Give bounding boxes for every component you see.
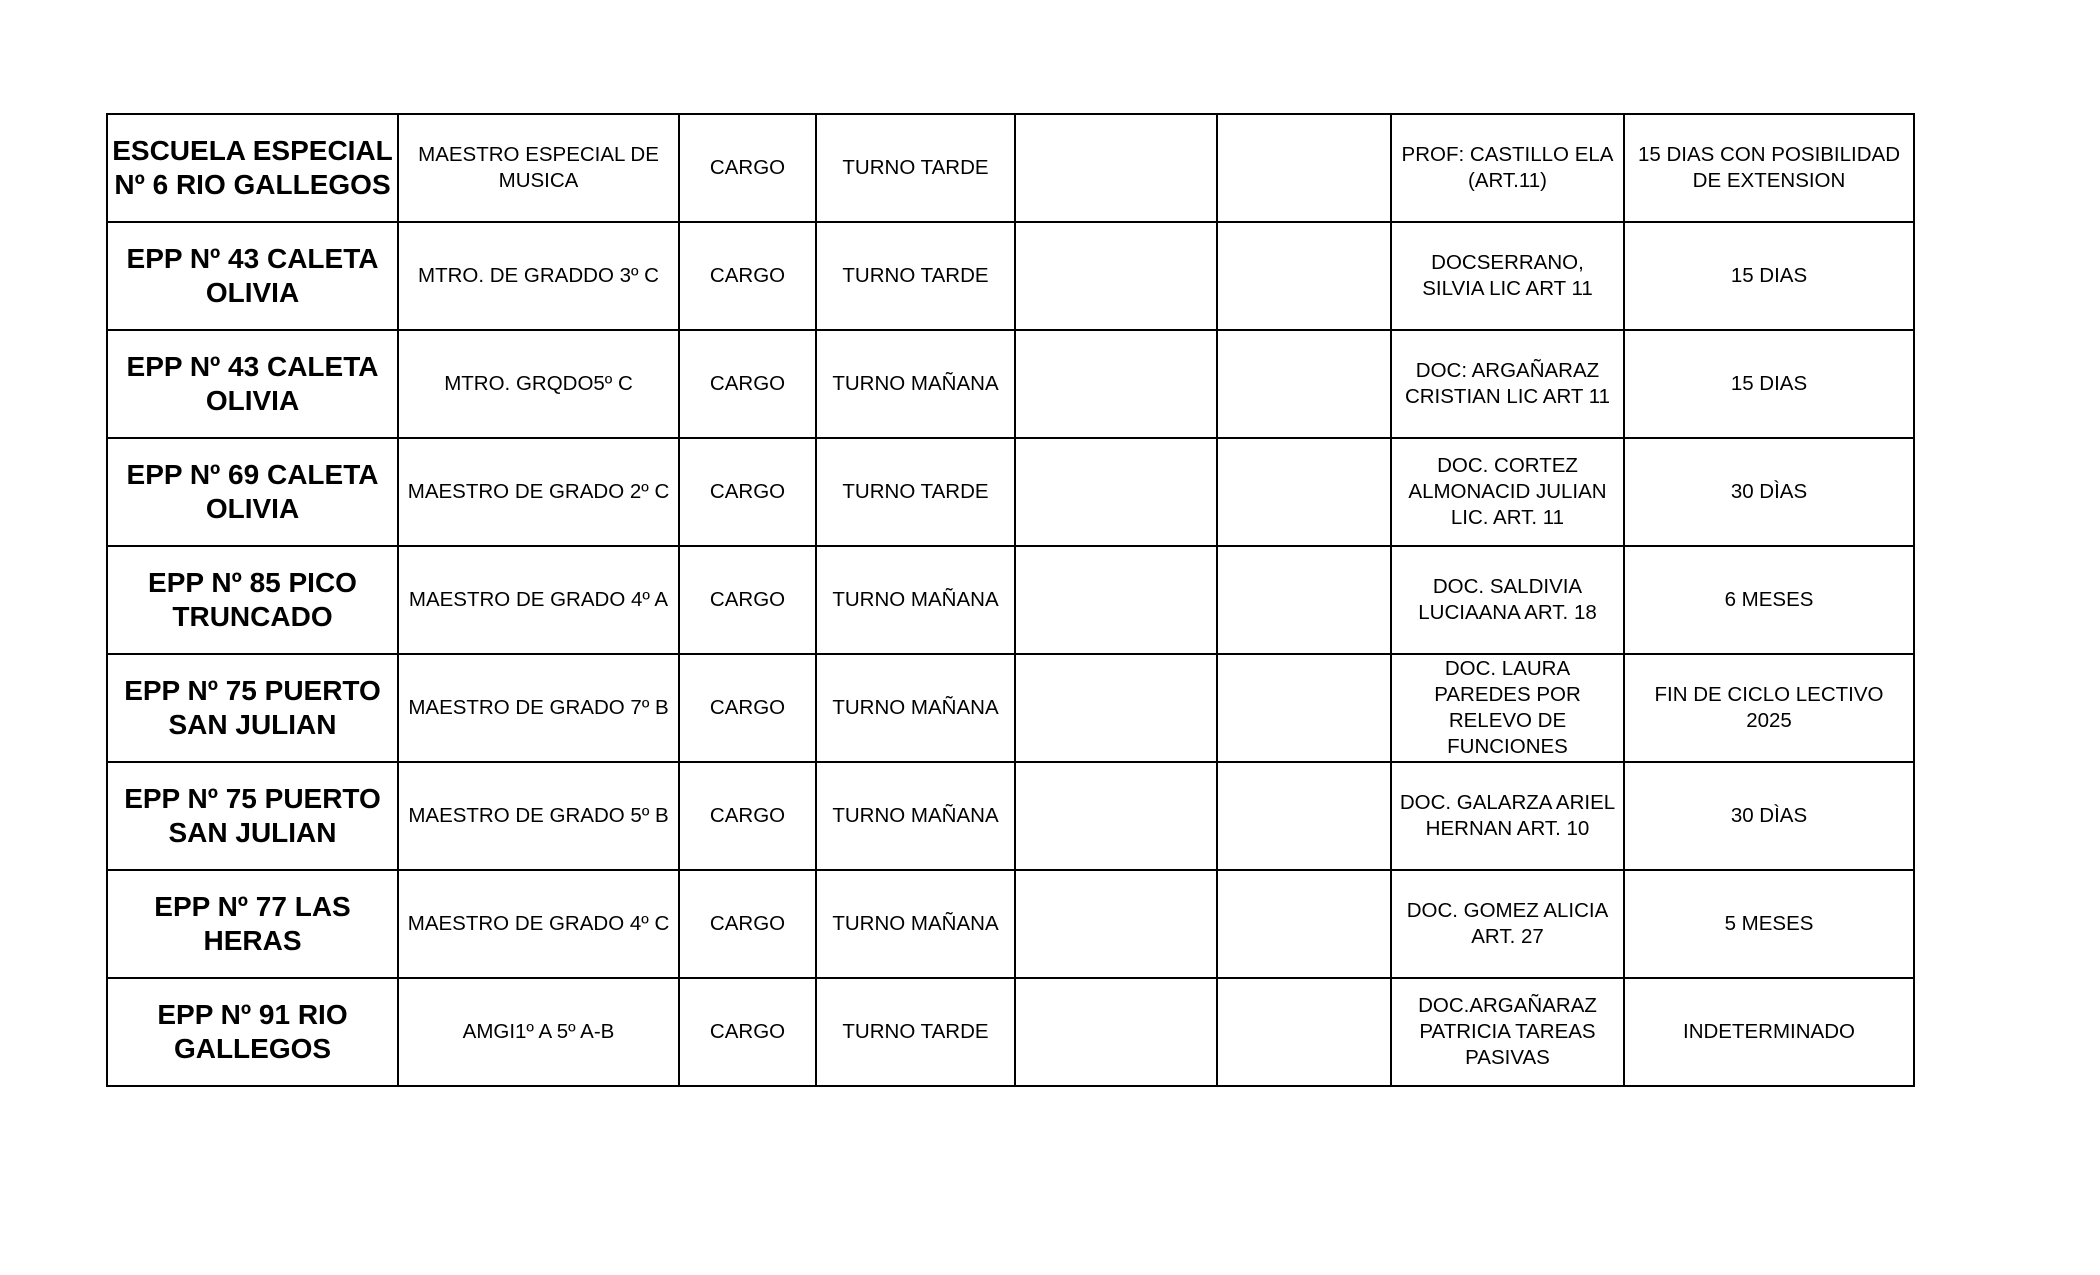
replaces-cell: DOC. GOMEZ ALICIA ART. 27 <box>1391 870 1624 978</box>
replaces-cell: DOC. SALDIVIA LUCIAANA ART. 18 <box>1391 546 1624 654</box>
replaces-cell: DOC: ARGAÑARAZ CRISTIAN LIC ART 11 <box>1391 330 1624 438</box>
type-cell: CARGO <box>679 330 816 438</box>
type-cell: CARGO <box>679 978 816 1086</box>
empty-cell <box>1217 654 1391 762</box>
school-cell: EPP Nº 75 PUERTO SAN JULIAN <box>107 762 398 870</box>
school-cell: EPP Nº 75 PUERTO SAN JULIAN <box>107 654 398 762</box>
position-cell: MAESTRO DE GRADO 5º B <box>398 762 679 870</box>
replaces-cell: DOC. GALARZA ARIEL HERNAN ART. 10 <box>1391 762 1624 870</box>
table-row <box>107 438 1914 546</box>
table-row <box>107 546 1914 654</box>
shift-cell: TURNO TARDE <box>816 438 1015 546</box>
school-cell: EPP Nº 43 CALETA OLIVIA <box>107 222 398 330</box>
empty-cell <box>1015 870 1217 978</box>
school-cell: EPP Nº 91 RIO GALLEGOS <box>107 978 398 1086</box>
shift-cell: TURNO MAÑANA <box>816 330 1015 438</box>
school-cell: EPP Nº 77 LAS HERAS <box>107 870 398 978</box>
empty-cell <box>1217 978 1391 1086</box>
shift-cell: TURNO MAÑANA <box>816 762 1015 870</box>
position-cell: MAESTRO DE GRADO 4º A <box>398 546 679 654</box>
replaces-cell: DOCSERRANO, SILVIA LIC ART 11 <box>1391 222 1624 330</box>
shift-cell: TURNO TARDE <box>816 222 1015 330</box>
duration-cell: 30 DÌAS <box>1624 762 1914 870</box>
empty-cell <box>1217 114 1391 222</box>
empty-cell <box>1015 222 1217 330</box>
school-cell: EPP Nº 69 CALETA OLIVIA <box>107 438 398 546</box>
table-body <box>107 114 1914 1086</box>
table-row <box>107 978 1914 1086</box>
position-cell: MAESTRO DE GRADO 4º C <box>398 870 679 978</box>
table-row <box>107 654 1914 762</box>
school-cell: ESCUELA ESPECIAL Nº 6 RIO GALLEGOS <box>107 114 398 222</box>
type-cell: CARGO <box>679 222 816 330</box>
duration-cell: 15 DIAS CON POSIBILIDAD DE EXTENSION <box>1624 114 1914 222</box>
table-row <box>107 330 1914 438</box>
empty-cell <box>1217 222 1391 330</box>
empty-cell <box>1217 762 1391 870</box>
replaces-cell: DOC. LAURA PAREDES POR RELEVO DE FUNCIONES <box>1391 654 1624 762</box>
duration-cell: FIN DE CICLO LECTIVO 2025 <box>1624 654 1914 762</box>
school-cell: EPP Nº 43 CALETA OLIVIA <box>107 330 398 438</box>
type-cell: CARGO <box>679 114 816 222</box>
duration-cell: 6 MESES <box>1624 546 1914 654</box>
replaces-cell: PROF: CASTILLO ELA (ART.11) <box>1391 114 1624 222</box>
position-cell: MTRO. DE GRADDO 3º C <box>398 222 679 330</box>
table-row <box>107 222 1914 330</box>
empty-cell <box>1015 330 1217 438</box>
vacancies-table <box>106 113 1915 1087</box>
type-cell: CARGO <box>679 870 816 978</box>
type-cell: CARGO <box>679 438 816 546</box>
replaces-cell: DOC. CORTEZ ALMONACID JULIAN LIC. ART. 11 <box>1391 438 1624 546</box>
empty-cell <box>1217 330 1391 438</box>
table-row <box>107 762 1914 870</box>
position-cell: MAESTRO DE GRADO 7º B <box>398 654 679 762</box>
school-cell: EPP Nº 85 PICO TRUNCADO <box>107 546 398 654</box>
position-cell: MTRO. GRQDO5º C <box>398 330 679 438</box>
duration-cell: INDETERMINADO <box>1624 978 1914 1086</box>
empty-cell <box>1015 978 1217 1086</box>
empty-cell <box>1015 654 1217 762</box>
duration-cell: 15 DIAS <box>1624 330 1914 438</box>
type-cell: CARGO <box>679 546 816 654</box>
position-cell: MAESTRO ESPECIAL DE MUSICA <box>398 114 679 222</box>
duration-cell: 5 MESES <box>1624 870 1914 978</box>
empty-cell <box>1015 114 1217 222</box>
shift-cell: TURNO TARDE <box>816 978 1015 1086</box>
empty-cell <box>1015 762 1217 870</box>
shift-cell: TURNO MAÑANA <box>816 546 1015 654</box>
table-row <box>107 114 1914 222</box>
table-row <box>107 870 1914 978</box>
duration-cell: 30 DÌAS <box>1624 438 1914 546</box>
empty-cell <box>1015 438 1217 546</box>
shift-cell: TURNO MAÑANA <box>816 654 1015 762</box>
position-cell: AMGI1º A 5º A-B <box>398 978 679 1086</box>
empty-cell <box>1217 438 1391 546</box>
type-cell: CARGO <box>679 762 816 870</box>
duration-cell: 15 DIAS <box>1624 222 1914 330</box>
empty-cell <box>1217 870 1391 978</box>
shift-cell: TURNO MAÑANA <box>816 870 1015 978</box>
empty-cell <box>1015 546 1217 654</box>
replaces-cell: DOC.ARGAÑARAZ PATRICIA TAREAS PASIVAS <box>1391 978 1624 1086</box>
type-cell: CARGO <box>679 654 816 762</box>
empty-cell <box>1217 546 1391 654</box>
shift-cell: TURNO TARDE <box>816 114 1015 222</box>
position-cell: MAESTRO DE GRADO 2º C <box>398 438 679 546</box>
